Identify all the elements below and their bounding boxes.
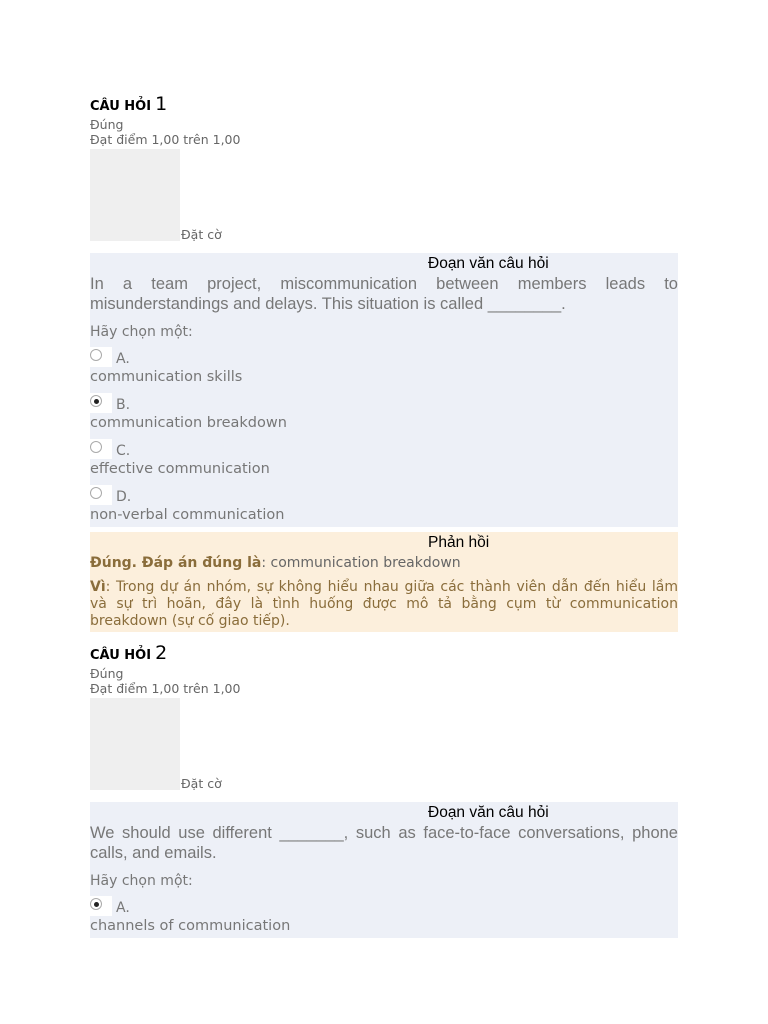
question-text-heading: Đoạn văn câu hỏi	[428, 255, 549, 272]
question-text-heading: Đoạn văn câu hỏi	[428, 804, 549, 821]
question-grade: Đạt điểm 1,00 trên 1,00	[90, 681, 241, 696]
question-2	[90, 642, 678, 938]
correct-answer-label: Đúng. Đáp án đúng là	[90, 555, 262, 571]
answer-option-c[interactable]	[90, 437, 678, 479]
flag-area	[90, 149, 678, 241]
option-text: non-verbal communication	[90, 507, 285, 523]
feedback-heading: Phản hồi	[428, 534, 490, 551]
choose-one-prompt: Hãy chọn một:	[90, 324, 193, 340]
option-letter: A.	[116, 900, 130, 916]
option-letter: B.	[116, 397, 131, 413]
choose-one-prompt: Hãy chọn một:	[90, 873, 193, 889]
question-label: CÂU HỎI	[90, 648, 152, 663]
option-text: communication skills	[90, 369, 243, 385]
question-title	[90, 93, 678, 117]
flag-icon[interactable]	[90, 698, 180, 790]
question-1	[90, 93, 678, 632]
radio-unchecked-icon[interactable]	[90, 487, 102, 499]
question-status: Đúng	[90, 666, 124, 681]
flag-icon[interactable]	[90, 149, 180, 241]
answer-option-a[interactable]	[90, 894, 678, 936]
answer-option-b[interactable]	[90, 391, 678, 433]
question-grade: Đạt điểm 1,00 trên 1,00	[90, 132, 241, 147]
question-text-block	[90, 253, 678, 527]
option-letter: C.	[116, 443, 131, 459]
correct-answer-line	[90, 553, 678, 573]
explanation-text: : Trong dự án nhóm, sự không hiểu nhau giữa các thành viên dẫn đến hiểu lầm và sự trì hoãn, đây là tình huống được mô tả bằng cụm từ communication breakdown (sự cố giao tiếp).	[90, 579, 678, 629]
option-text: effective communication	[90, 461, 270, 477]
explanation	[90, 579, 678, 630]
option-text: channels of communication	[90, 918, 291, 934]
question-status: Đúng	[90, 117, 124, 132]
question-title	[90, 642, 678, 666]
radio-checked-icon[interactable]	[90, 395, 102, 407]
explanation-label: Vì	[90, 579, 106, 595]
question-text-block	[90, 802, 678, 938]
option-text: communication breakdown	[90, 415, 287, 431]
question-label: CÂU HỎI	[90, 99, 152, 114]
flag-question-link[interactable]: Đặt cờ	[181, 776, 222, 791]
feedback-block	[90, 532, 678, 632]
flag-question-link[interactable]: Đặt cờ	[181, 227, 222, 242]
answer-option-d[interactable]	[90, 483, 678, 525]
radio-checked-icon[interactable]	[90, 898, 102, 910]
question-text: In a team project, miscommunication between members leads to misunderstandings and delays. This situation is called ________.	[90, 275, 678, 313]
radio-unchecked-icon[interactable]	[90, 349, 102, 361]
radio-unchecked-icon[interactable]	[90, 441, 102, 453]
flag-area	[90, 698, 678, 790]
option-letter: D.	[116, 489, 132, 505]
option-letter: A.	[116, 351, 130, 367]
quiz-review-page	[90, 93, 678, 938]
answer-option-a[interactable]	[90, 345, 678, 387]
correct-answer-value: : communication breakdown	[261, 555, 461, 571]
question-text: We should use different _______, such as face-to-face conversations, phone calls, and emails.	[90, 824, 678, 862]
question-number: 1	[155, 93, 168, 115]
question-number: 2	[155, 642, 168, 664]
